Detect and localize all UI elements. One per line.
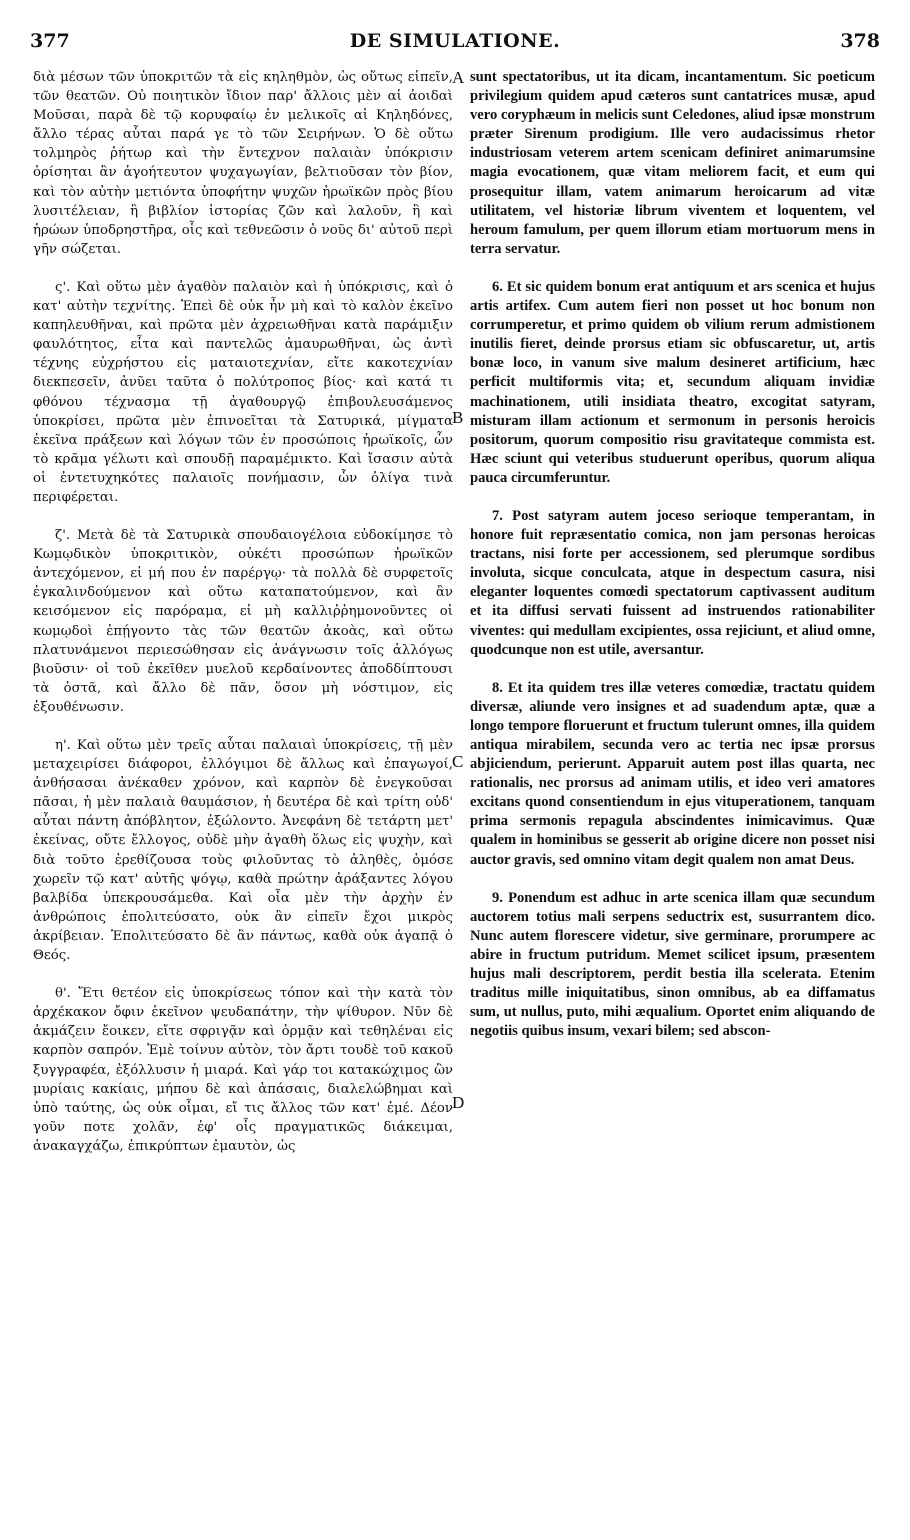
latin-paragraph-5: sunt spectatoribus, ut ita dicam, incantamentum. Sic poeticum privilegium quidem apud cæteros sunt cantatrices musæ, apud vero coryphæum in melicis sunt Celedones, aliud ipsæ monstrum præter Sirenum prodigium. Ille vero audacissimus rhetor industriosam veterem artem scenicam definiret animarumsine magia evocationem, quæ vitam meliorem facit, et eum qui prosequitur illam, vatem animarum heroicarum ad vitæ utilitatem, vel historiæ librum viventem et loquentem, vel heroum famulum, per quem illorum etiam mortuorum mens in terra servatur. — [470, 69, 875, 257]
page-number-right: 378 — [840, 30, 880, 52]
running-title: DE SIMULATIONE. — [349, 30, 561, 52]
latin-paragraph-7: 7. Post satyram autem joceso serioque temperantam, in honore fuit repræsentatio comica, non jam personas heroicas tractans, nisi forte per accessionem, sed plerumque sordibus involuta, sicque conculcata, atque in despectum casura, nisi eleganter loquentes comœdi spectatorum captivassent auditum et ita diffusi servati fuissent ad instruendos rationabiliter viventes: qui medullam excipientes, ossa rejiciunt, et aliud omne, quodcunque non est utile, aversantur. — [470, 507, 875, 658]
greek-paragraph-7: ζ'. Μετὰ δὲ τὰ Σατυρικὰ σπουδαιογέλοια εὐδοκίμησε τὸ Κωμῳδικὸν ὑποκριτικὸν, οὐκέτι προσώπων ἡρωϊκῶν ἀντεχόμενον, εἰ μή που ἐν παρέργῳ· τὰ πολλὰ δὲ συρφετοῖς ἐγκαλινδούμενον καὶ οὕτω καταπατούμενον, καὶ ἂν κεισόμενον εἰς παρόραμα, εἰ μὴ καλλιῤῥημονοῦντες οἱ κωμῳδοὶ ἐπῄγοντο τὰς τῶν θεατῶν ἀκοὰς, καὶ οὕτω πλατυνάμενοι περιεσώθησαν εἰς ἀνάγνωσιν τοῖς ἀλλόγως βιοῦσιν· οἱ τοῦ ἐκεῖθεν μυελοῦ κερδαίνοντες ἀποδδίπτουσι τὰ ὀστᾶ, καὶ ἄλλο δὲ πᾶν, ὅσον μὴ νόστιμον, εἰς ἐξουθένωσιν. — [33, 528, 453, 715]
greek-column — [33, 68, 453, 1156]
page-number-left: 377 — [30, 30, 70, 52]
latin-column — [470, 68, 875, 1041]
latin-paragraph-9: 9. Ponendum est adhuc in arte scenica illam quæ secundum auctorem totius mali serpens seductrix est, susurrantem dico. Nunc autem florescere videtur, sive germinare, prorumpere ac abire in fructum putridum. Memet scilicet ipsum, præsentem hujus mali descriptorem, perdit bestia illa scelerata. Etenim traditus mille iniquitatibus, sinon omnibus, ab ea diffamatus sum, ut nullus, puto, mihi æqualium. Oportet enim aliquando de negotiis quibus insum, vexari bilem; sed abscon- — [470, 889, 875, 1040]
section-marker-b: B — [452, 408, 464, 427]
greek-paragraph-9: θ'. Ἔτι θετέον εἰς ὑποκρίσεως τόπον καὶ τὴν κατὰ τὸν ἀρχέκακον ὄφιν ἐκεῖνον ψευδαπάτην, τὴν ψίθυρον. Νῦν δὲ ἀκμάζειν ἔοικεν, εἴτε σφριγᾷν καὶ ὁρμᾷν καὶ τεθηλέναι εἰς καρπὸν σαπρόν. Ἐμὲ τοίνυν αὐτὸν, τὸν ἄρτι τουδὲ τοῦ κακοῦ ξυγγραφέα, ἐξόλλυσιν ἡ μιαρά. Καὶ γάρ τοι κατακώχιμος ὢν μυρίαις κακίαις, μήπου δὲ καὶ ἁπάσαις, διαλελώβημαι καὶ ὑπὸ ταύτης, ὡς οὐκ οἶμαι, εἴ τις ἄλλος τῶν κατ' ἐμέ. Δέον γοῦν ποτε χολᾶν, ἐφ' οἷς πραγματικῶς διάκειμαι, ἀνακαγχάζω, ἐπικρύπτων ἐμαυτὸν, ὡς — [33, 986, 453, 1154]
greek-paragraph-8: η'. Καὶ οὕτω μὲν τρεῖς αὗται παλαιαὶ ὑποκρίσεις, τῇ μὲν μεταχειρίσει διάφοροι, ἐλλόγιμοι δὲ ἄλλως καὶ ἐπαγωγοί, ἀνθήσασαι ἀνέκαθεν χρόνον, καὶ καρπὸν δὲ ἐνεγκοῦσαι πᾶσαι, ἡ μὲν παλαιὰ θαυμάσιον, ἡ δευτέρα δὲ καὶ τρίτη οὐδ' αὗται πάντη ἀπόβλητον, ἐξώλοντο. Ἀνεφάνη δὲ τετάρτη μετ' ἐκείνας, οὔτε ἔλλογος, οὐδὲ μὴν ἀγαθὴ ὅλως εἰς ψυχὴν, καὶ διὰ τοῦτο ἐρεθίζουσα τοὺς φιλοῦντας τὸ ἀληθὲς, ὁμόσε χωρεῖν τῷ κατ' αὐτῆς ψόγῳ, καθὰ πρώτην ἀράξαντες λόγου βαλβίδα ὑπεκρουσάμεθα. Καὶ οἷα μὲν τὴν ἀρχὴν ἐν ἀνθρώποις ἐπολιτεύσατο, οὐκ ἂν εἰπεῖν ἔχοι μικρὸς ἀκρίβειαν. Ἐπολιτεύσατο δὲ ἂν πάντως, καθὰ οὐκ ἀγαπᾷ ὁ Θεός. — [33, 738, 453, 964]
section-marker-a: A — [452, 68, 465, 87]
section-marker-c: C — [452, 752, 464, 771]
latin-paragraph-6: 6. Et sic quidem bonum erat antiquum et ars scenica et hujus artis artifex. Cum autem fieri non posset ut hoc bonum non corrumperetur, et primo quidem ob vilium rerum admistionem inutilis fieret, deinde prorsus etiam sic obfuscaretur, ut, artis bonæ loco, in vanum sive malum desineret artificium, hæc perficit multiformis vita; et, secundum aliquam invidiæ machinationem, utili insidiata theatro, excogitat satyram, misturam illam actionum et sermonum in personis heroicis positorum, quorum compositio risu gravitateque commista est. Hæc sciunt qui veteribus studuerunt operibus, quorum aliqua pauca circumferuntur. — [470, 278, 875, 486]
latin-paragraph-8: 8. Et ita quidem tres illæ veteres comœdiæ, tractatu quidem diversæ, aliunde vero insignes et ad suadendum aptæ, quæ a longo tempore floruerunt et fructum tulerunt omnes, illa quidem antiqua mirabilem, secunda vero ac tertia nec ipsæ prorsus abjiciendum, perierunt. Apparuit autem post illas quarta, nec rationalis, nec prorsus ad animam utilis, et ideo veri amatores excitans quond consentiendum in ejus vituperationem, tanquam prima sermonis repagula abscindentes inimicavimus. Quæ qualem in hominibus se gesserit ab origine dicere non posset nisi auctor gravis, sed omnino vitam degit qualem non amat Deus. — [470, 679, 875, 868]
page-header — [30, 30, 880, 58]
greek-paragraph-6: ς'. Καὶ οὕτω μὲν ἀγαθὸν παλαιὸν καὶ ἡ ὑπόκρισις, καὶ ὁ κατ' αὐτὴν τεχνίτης. Ἐπεὶ δὲ οὐκ ἦν μὴ καὶ τὸ καλὸν ἐκεῖνο καπηλευθῆναι, καὶ πρῶτα μὲν ἀχρειωθῆναι κατὰ παράμιξιν φαυλότητος, εἶτα καὶ παντελῶς ἀμαυρωθῆναι, ὡς ἀντὶ τέχνης εὐχρήστου εἰς ματαιοτεχνίαν, εἴτε κακοτεχνίαν διεκπεσεῖν, ἀνῦει ταῦτα ὁ πολύτροπος βίος· καὶ κατά τι φθόνου τέχνασμα τῇ ἀγαθουργῷ ἐπιβουλευσάμενος ὑποκρίσει, πρῶτα μὲν ἐπινοεῖται τὰ Σατυρικά, μίγματα ἐκεῖνα πράξεων καὶ λόγων τῶν ἐν προσώποις ἡρωϊκοῖς, ὧν τὸ κρᾶμα γέλωτι καὶ σπουδῇ παραμέμικτο. Καὶ ἴσασιν αὐτὰ οἱ ἐντετυχηκότες παλαιοῖς πονήμασιν, ὧν ὀλίγα τινὰ περιφέρεται. — [33, 279, 453, 505]
section-marker-d: D — [452, 1093, 465, 1112]
greek-paragraph-5: διὰ μέσων τῶν ὑποκριτῶν τὰ εἰς κηληθμὸν, ὡς οὕτως εἰπεῖν, τῶν θεατῶν. Οὐ ποιητικὸν ἴδιον παρ' ἄλλοις μὲν αἱ ἀοιδαὶ Μοῦσαι, παρὰ δὲ τῷ κορυφαίῳ ἐν μελικοῖς αἱ Κηληδόνες, ἄλλο τέρας αὗται παρά γε τὸ τῶν Σειρήνων. Ὁ δὲ οὕτω τολμηρὸς ῥήτωρ καὶ τὴν ἔντεχνον παλαιὰν ὑπόκρισιν ὁρίσηται ἂν ἀγοήτευτον ψυχαγωγίαν, βελτιοῦσαν τὸν βίον, καὶ τὸν αὐτὴν μετιόντα ὑποφήτην ψυχῶν ἡρωϊκῶν πρὸς βίου λυσιτέλειαν, ἢ βιβλίον ἱστορίας ζῶν καὶ λαλοῦν, ἢ καὶ ἡρώων ὑποδρηστῆρα, οἷς καὶ τεθνεῶσιν ὁ νοῦς δι' αὐτοῦ περὶ γῆν σώζεται. — [33, 70, 453, 257]
